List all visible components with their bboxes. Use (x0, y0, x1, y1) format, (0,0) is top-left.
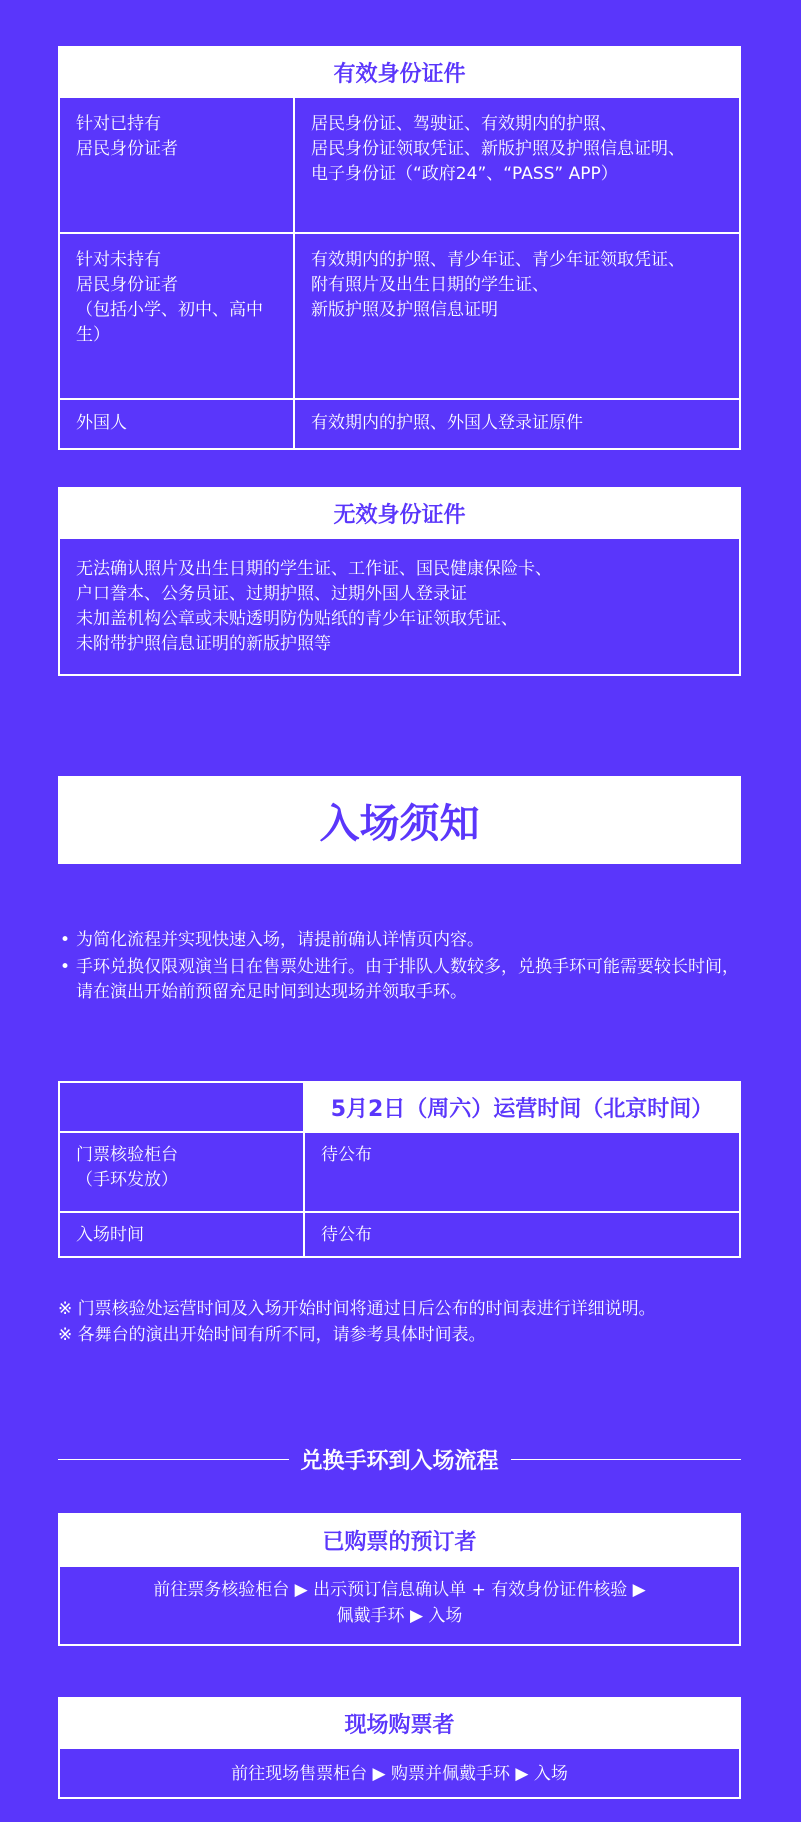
operation-time-header (60, 1083, 739, 1131)
divider-line-left (58, 1459, 289, 1460)
notice-bullet: • 为简化流程并实现快速入场，请提前确认详情页内容。 (58, 928, 748, 953)
invalid-id-text: 无法确认照片及出生日期的学生证、工作证、国民健康保险卡、 户口誊本、公务员证、过期护照、过期外国人登录证 未加盖机构公章或未贴透明防伪贴纸的青少年证领取凭证、 未附带护照信息证明的新版护照等 (60, 537, 739, 675)
onsite-flow-title: 现场购票者 (60, 1699, 739, 1747)
valid-id-row-label: 针对已持有 居民身份证者 (60, 98, 295, 232)
operation-time-title: 5月2日（周六）运营时间（北京时间） (305, 1083, 739, 1131)
valid-id-title: 有效身份证件 (60, 48, 739, 96)
operation-row-entry (60, 1211, 739, 1256)
valid-id-row-value: 有效期内的护照、青少年证、青少年证领取凭证、 附有照片及出生日期的学生证、 新版护照及护照信息证明 (311, 250, 685, 320)
note-line: ※ 门票核验处运营时间及入场开始时间将通过日后公布的时间表进行详细说明。 (58, 1299, 656, 1319)
onsite-flow-box (58, 1697, 741, 1799)
valid-id-row-value: 居民身份证、驾驶证、有效期内的护照、 居民身份证领取凭证、新版护照及护照信息证明、 电子身份证（“政府24”、“PASS” APP） (311, 114, 685, 184)
note-line: ※ 各舞台的演出开始时间有所不同，请参考具体时间表。 (58, 1325, 486, 1345)
valid-id-table (58, 46, 741, 450)
notice-bullet: • 手环兑换仅限观演当日在售票处进行。由于排队人数较多，兑换手环可能需要较长时间，请在演出开始前预留充足时间到达现场并领取手环。 (58, 955, 748, 1005)
valid-id-row-resident (60, 96, 739, 232)
valid-id-row-label: 针对未持有 居民身份证者 （包括小学、初中、高中生） (60, 234, 295, 398)
valid-id-row-label: 外国人 (60, 400, 295, 448)
invalid-id-title: 无效身份证件 (60, 489, 739, 537)
operation-row-label: 入场时间 (60, 1213, 305, 1256)
operation-row-counter (60, 1131, 739, 1211)
operation-time-table (58, 1081, 741, 1258)
booked-flow-box (58, 1513, 741, 1646)
invalid-id-box (58, 487, 741, 676)
operation-time-header-blank (60, 1083, 305, 1131)
booked-flow-text: 前往票务核验柜台 ▶ 出示预订信息确认单 + 有效身份证件核验 ▶ 佩戴手环 ▶ 入场 (60, 1565, 739, 1639)
process-title: 兑换手环到入场流程 (300, 1448, 499, 1474)
onsite-flow-text: 前往现场售票柜台 ▶ 购票并佩戴手环 ▶ 入场 (60, 1747, 739, 1797)
divider-line-right (511, 1459, 742, 1460)
booked-flow-title: 已购票的预订者 (60, 1515, 739, 1565)
notice-title: 入场须知 (58, 776, 741, 864)
operation-row-value: 待公布 (321, 1145, 372, 1165)
notice-bullets (58, 928, 748, 1007)
operation-row-label: 门票核验柜台 （手环发放） (60, 1133, 305, 1211)
notes (58, 1296, 758, 1348)
valid-id-row-non-resident (60, 232, 739, 398)
process-divider (58, 1444, 741, 1474)
operation-row-value: 待公布 (321, 1225, 372, 1245)
valid-id-row-foreigner (60, 398, 739, 448)
valid-id-row-value: 有效期内的护照、外国人登录证原件 (311, 413, 583, 433)
